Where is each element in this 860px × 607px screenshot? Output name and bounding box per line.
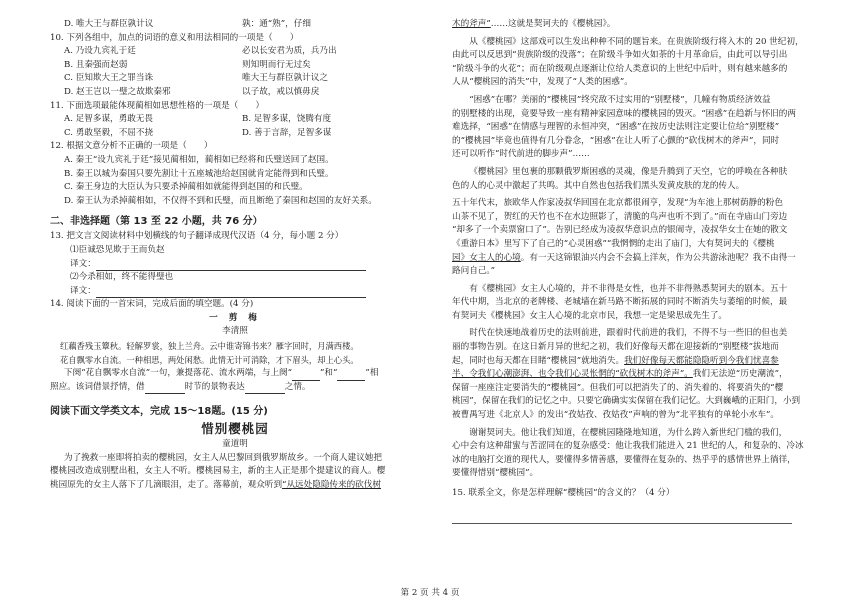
q10-option-a-1: A. 乃设九宾礼于廷 (64, 46, 136, 57)
essay-line: 由此可以反思到“贵族阶级的没落”；在阶级斗争如火如荼的十月革命后，由此可以导引出 (452, 50, 788, 61)
underlined-text: “从远处隐隐传来的砍伐树 (282, 480, 381, 491)
q12-option-d: D. 秦王认为杀掉蔺相如，不仅得不到和氏璧，而且断绝了秦国和赵国的友好关系。 (64, 195, 377, 206)
essay-line: 时代在快速地战着历史的法则前进，跟着时代前进的我们，不得不与一些旧的但也美 (469, 328, 788, 339)
q11-option-c: C. 勇敢坚毅，不屈不挠 (64, 127, 154, 138)
poem-author: 李清照 (222, 326, 248, 337)
fill-blank[interactable] (145, 383, 185, 394)
fill-text: ”和“ (320, 368, 338, 379)
essay-line: 五十年代末，旅欧华人作家凌叔华回国在北京都很闹亨，发现“为车池上那树荫静的粉色 (452, 198, 783, 209)
fill-blank[interactable] (245, 383, 285, 394)
essay-line (50, 479, 420, 493)
q10-option (50, 45, 420, 59)
q15-answer-area[interactable] (452, 511, 812, 525)
q10-stem: 10. 下列各组中，加点的词语的意义和用法相同的一项是（ ） (50, 32, 299, 43)
q14-fill-line-1 (50, 367, 420, 381)
q14-stem: 14. 阅读下面的一首宋词，完成后面的填空题。(4 分) (50, 299, 254, 310)
essay-line: 冰的电脑打交道的现代人，要懂得多情善感，要懂得在复杂的、热乎乎的感情世界上徜徉， (452, 454, 796, 465)
q13-sentence-2: ⑵今杀相如，终不能得璧也 (70, 272, 174, 283)
q9-option-d-gloss: 孰：通“熟”，仔细 (242, 19, 311, 29)
q10-option-b-2: 则知明而行无过矣 (242, 59, 311, 70)
essay-text: 桃园原先的女主人落下了几滴眼泪，走了。落幕前，观众听到 (50, 480, 283, 491)
q10-option (50, 59, 420, 73)
essay-paragraph-2 (452, 94, 812, 162)
essay-line (452, 18, 812, 32)
essay-line: 难选择，“困惑”在情感与理智的永恒冲突，“困惑”在按历史法则注定要让位给“别墅楼” (452, 122, 780, 133)
q11-option (50, 127, 420, 141)
essay-paragraph-6 (452, 327, 812, 422)
fill-blank[interactable] (337, 370, 365, 381)
essay-line (452, 368, 812, 382)
essay-line: 要懂得惜别“樱桃园”。 (452, 468, 539, 479)
essay-line: “却多了一个卖票窗口了”。告别已经成为凌叔华意识点的银闹寺，凌叔华女士在她的散文 (452, 225, 788, 236)
essay-line: 《重游日本》里写下了自己的“心灵困惑”“我惘惘的走出了庙门，大有契诃夫的《樱桃 (452, 238, 775, 249)
essay-title: 惜别樱桃园 (201, 421, 269, 437)
essay-line: 人从“樱桃园的消失”中，发现了“人类的困惑”。 (452, 77, 633, 88)
q15-stem: 15. 联系全文，你是怎样理解“樱桃园”的含义的？（4 分） (452, 488, 675, 498)
right-column (452, 18, 812, 524)
poem-line-1: 红藕香残玉簟秋。轻解罗裳，独上兰舟。云中谁寄锦书来？雁字回时，月满西楼。 (60, 341, 359, 352)
essay-line: 的“樱桃园”毕竟也值得有几分眷念，“困惑”在让人听了心颤的“砍伐树木的斧声”，同时 (452, 135, 780, 146)
answer-label: 译文： (70, 285, 96, 296)
fill-text: ”相 (365, 368, 379, 379)
essay-author: 童道明 (222, 439, 248, 450)
essay-line: 桃园”，保留在我们的记忆之中。只要它确确实实保留在我们记忆。大到巍峨的正阳门，小到 (452, 396, 801, 407)
q13-stem: 13. 把文言文阅读材料中划横线的句子翻译成现代汉语（4 分，每小题 2 分） (50, 231, 344, 242)
underlined-text: 园》女主人的心境 (452, 252, 521, 263)
answer-label: 译文： (70, 258, 96, 269)
essay-line: 被曹禺写进《北京人》的发出“孜姑孜、孜姑孜”声响的曾为“北平独有的单轮小水车”。 (452, 410, 779, 421)
q10-option-d-2: 以子故，戒以慎毋戾 (242, 86, 320, 97)
essay-line: 有《樱桃园》女主人心境的，并不非得是女性，也并不非得熟悉契诃夫的剧本。五十 (469, 283, 788, 294)
q10-option (50, 72, 420, 86)
fill-text: 照应。该词借景抒情，借 (50, 381, 145, 392)
essay-paragraph-4 (452, 197, 812, 279)
q9-option-d (50, 18, 420, 32)
essay-paragraph-1 (452, 36, 812, 90)
page-footer: 第 2 页 共 4 页 (400, 588, 460, 598)
q10-option-a-2: 必以长安君为质，兵乃出 (242, 46, 337, 57)
essay-text: ……这就是契诃夫的《樱桃园》。 (490, 19, 616, 29)
essay-line: 保留一座座注定要消失的“樱桃园”。但我们可以把消失了的、消失着的、将要消失的“樱 (452, 382, 784, 393)
underlined-text: 半、令我们心潮澎湃、也令我们心灵怅惘的“砍伐树木的斧声”。 (452, 369, 693, 380)
essay-line: 还可以听作“时代前进的脚步声”…… (452, 149, 590, 160)
essay-paragraph-3 (452, 166, 812, 193)
q10-option-c-1: C. 臣知欺大王之罪当诛 (64, 73, 154, 84)
poem-title: 一 剪 梅 (209, 312, 261, 323)
answer-line[interactable] (452, 514, 792, 524)
essay-line: 谢谢契诃夫。他让我们知道，在樱桃园隆隆地知道，为什么跨入新世纪门槛的我们， (469, 427, 788, 438)
essay-line: 《樱桃园》里包裹的那颗俄罗斯困惑的灵魂，像是升腾到了天空，它的呼唤在各种肤 (469, 166, 788, 177)
essay-line: 年代中期，当北京的老牌楼、老城墙在新马路不断拓展的同时不断消失与萎缩的时候，最 (452, 297, 788, 308)
q10-option (50, 86, 420, 100)
essay-line: 路问自己。” (452, 266, 496, 277)
underlined-text: 我们好像每天都能隐隐听到今我们忧喜参 (624, 355, 779, 366)
essay-line: 樱桃园改造成别墅出租，女主人不听。樱桃园易主，新的主人正是那个提建议的商人。樱 (50, 466, 386, 477)
fill-text: 之情。 (284, 381, 311, 392)
essay-line: “阶级斗争的火花”；而在阶级观点逐渐让位给人类意识的上世纪中后叶，则有越来越多的 (452, 63, 788, 74)
answer-blank[interactable] (96, 260, 366, 271)
essay-line: 的别墅楼的出现，竟要导致一座有精神家园意味的樱桃园的毁灭。“困惑”在趋新与怀旧的两 (452, 108, 796, 119)
q10-option-d-1: D. 赵王岂以一璧之故欺秦邪 (64, 86, 171, 97)
essay-paragraph-7 (452, 427, 812, 481)
q13-answer-line-2 (50, 285, 420, 299)
fill-text: 时节的景物表达 (184, 381, 245, 392)
q12-option-c: C. 秦王身边的大臣认为只要杀掉蔺相如就能得到赵国的和氏璧。 (64, 182, 308, 193)
q11-option (50, 113, 420, 127)
underlined-text: 木的斧声” (452, 19, 491, 29)
section-heading: 二、非选择题（第 13 至 22 小题，共 76 分） (50, 216, 263, 228)
q11-option-d: D. 善于言辞，足智多谋 (242, 127, 332, 138)
fill-blank[interactable] (292, 370, 320, 381)
essay-line: “困惑”在哪？美丽的“樱桃园”终究敌不过实用的“别墅楼”，几幢有物质经济效益 (469, 94, 771, 105)
q13-answer-line-1 (50, 258, 420, 272)
fill-text: 下阕“花自飘零水自流”一句，兼提落花、流水两端，与上阕“ (64, 368, 293, 379)
essay-line: 心中会有这种甜蜜与苦涩同在的复杂感受：他让我我们能进入 21 世纪的人，和复杂的、冷冰 (452, 441, 804, 452)
answer-blank[interactable] (96, 287, 366, 298)
essay-text: 我们无法逆“历史潮流”， (692, 369, 788, 380)
q13-sentence-1: ⑴臣诚恐见欺于王而负赵 (70, 244, 165, 255)
q10-option-b-1: B. 且秦强而赵弱 (64, 59, 128, 70)
essay-line (452, 355, 812, 369)
essay-line: 从《樱桃园》这部戏可以生发出种种不同的题旨来。在贵族阶级行将入木的 20 世纪初， (469, 36, 804, 47)
essay-line: 为了挽救一座即将拍卖的樱桃园，女主人从巴黎回到俄罗斯故乡。一个商人建议她把 (64, 452, 382, 463)
essay-line: 色的人的心灵中激起了共鸣。其中自然也包括我们黑头发黄皮肤的龙的传人。 (452, 180, 745, 191)
reading-heading: 阅读下面文学类文本，完成 15～18题。(15 分) (50, 406, 268, 418)
q10-option-c-2: 唯大王与群臣孰计议之 (242, 73, 328, 84)
q12-option-a: A. 秦王“设九宾礼于廷”接见蔺相如，蔺相如已经将和氏璧送回了赵国。 (64, 154, 334, 165)
q11-option-a: A. 足智多谋，勇敢无畏 (64, 114, 154, 125)
essay-line (452, 252, 812, 266)
left-column (50, 18, 420, 493)
q14-fill-line-2 (50, 381, 420, 395)
essay-line: 丽的事物告别。在这日新月异的世纪之初，我们好像每天都在迎接新的“别墅楼”拔地而 (452, 342, 779, 353)
essay-paragraph-5 (452, 283, 812, 324)
essay-text: 。有一天这锦银油兴内会不会搞上洋灰，作为公共游泳池呢？我不由得一 (520, 252, 796, 263)
q9-option-d-sentence: D. 唯大王与群臣孰计议 (64, 19, 154, 29)
q12-option-b: B. 秦王以城为秦国只要先割让十五座城池给赵国就肯定能得到和氏璧。 (64, 168, 334, 179)
q12-stem: 12. 根据文意分析不正确的一项是（ ） (50, 141, 213, 152)
essay-line: 有契诃夫《樱桃园》女主人心境的北京市民，我想一定是梁思成先生了。 (452, 310, 728, 321)
essay-text: 起，同时也每天都在目睹“樱桃园”就地消失。 (452, 355, 625, 366)
essay-line: 山茶不见了，贺红的天竹也不在水边照影了，清脆的鸟声也听不到了。”而在寺庙山门旁边 (452, 211, 788, 222)
q11-option-b: B. 足智多谋，饶腾有度 (242, 114, 332, 125)
q11-stem: 11. 下面选项最能体现蔺相如思想性格的一项是（ ） (50, 100, 265, 111)
poem-line-2: 花自飘零水自流。一种相思，两处闲愁。此情无计可消除，才下眉头，却上心头。 (60, 355, 359, 366)
